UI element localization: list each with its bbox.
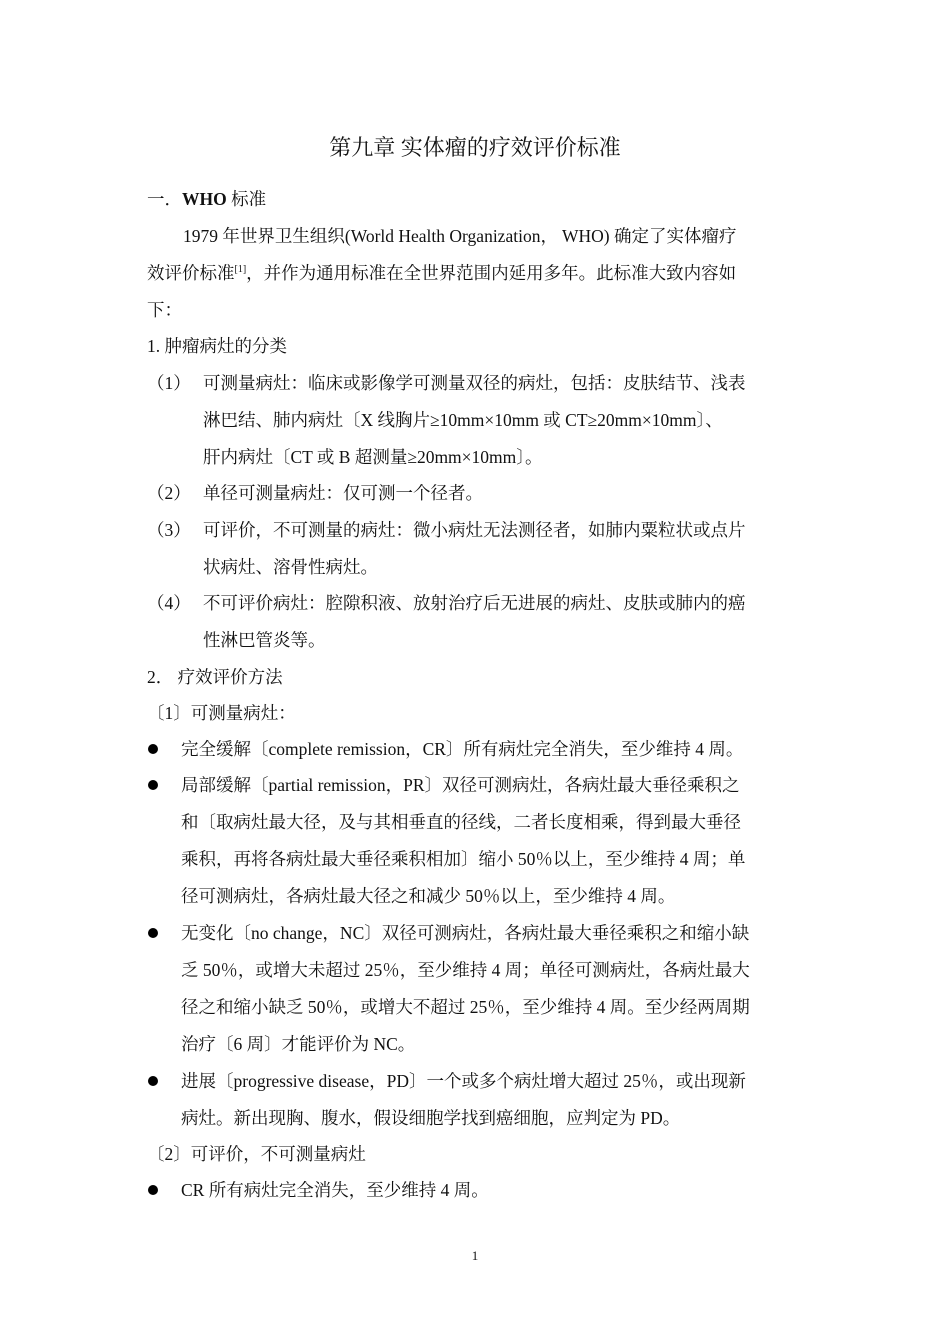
item-text: 单径可测量病灶：仅可测一个径者。 (203, 483, 483, 503)
bullet-text: 完全缓解〔complete remission，CR〕所有病灶完全消失，至少维持 4 周。 (181, 739, 744, 759)
intro-line-3: 下： (147, 300, 182, 320)
item-text: 淋巴结、肺内病灶〔X 线胸片≥10mm×10mm 或 CT≥20mm×10mm〕、 (203, 410, 723, 430)
section-bold: WHO (182, 189, 227, 209)
bullet-text: 乏 50％，或增大未超过 25％，至少维持 4 周；单径可测病灶，各病灶最大 (181, 960, 750, 980)
bullet-text: 进展〔progressive disease，PD〕一个或多个病灶增大超过 25％，或出现新 (181, 1071, 746, 1091)
bullet-text: 无变化〔no change，NC〕双径可测病灶，各病灶最大垂径乘积之和缩小缺 (181, 923, 750, 943)
bullet-text: 径之和缩小缺乏 50％，或增大不超过 25％，至少维持 4 周。至少经两周期 (181, 997, 750, 1017)
item-text: 不可评价病灶：腔隙积液、放射治疗后无进展的病灶、皮肤或肺内的癌 (203, 593, 746, 613)
chapter-title: 第九章 实体瘤的疗效评价标准 (329, 135, 621, 160)
item-number: （2） (147, 483, 191, 503)
bullet-text: 和〔取病灶最大径，及与其相垂直的径线，二者长度相乘，得到最大垂径 (181, 812, 741, 832)
bullet-text: 治疗〔6 周〕才能评价为 NC。 (181, 1034, 416, 1054)
bullet-icon (148, 928, 158, 938)
bullet-text: 乘积，再将各病灶最大垂径乘积相加〕缩小 50％以上，至少维持 4 周；单 (181, 849, 746, 869)
item-text: 肝内病灶〔CT 或 B 超测量≥20mm×10mm〕。 (203, 447, 543, 467)
citation-ref: [1] (234, 264, 247, 276)
item-number: （4） (147, 593, 191, 613)
page-number: 1 (471, 1248, 479, 1263)
section-heading-who (147, 187, 266, 211)
intro-line-2-rest: ，并作为通用标准在全世界范围内延用多年。此标准大致内容如 (246, 263, 737, 283)
intro-line-1: 1979 年世界卫生组织(World Health Organization， WHO) 确定了实体瘤疗 (183, 226, 737, 246)
bullet-icon (148, 780, 158, 790)
bullet-text: 径可测病灶，各病灶最大径之和减少 50％以上，至少维持 4 周。 (181, 886, 676, 906)
bullet-text: 病灶。新出现胸、腹水，假设细胞学找到癌细胞，应判定为 PD。 (181, 1108, 681, 1128)
item-number: （3） (147, 520, 191, 540)
bullet-text: 局部缓解〔partial remission，PR〕双径可测病灶，各病灶最大垂径乘积之 (181, 775, 740, 795)
bullet-icon (148, 1076, 158, 1086)
item-text: 状病灶、溶骨性病灶。 (203, 557, 378, 577)
item-text: 可评价，不可测量的病灶：微小病灶无法测径者，如肺内粟粒状或点片 (203, 520, 746, 540)
item-number: （1） (147, 373, 191, 393)
subsection-heading-methods: 2． 疗效评价方法 (147, 667, 283, 687)
intro-line-2-text: 效评价标准 (147, 263, 235, 283)
item-text: 性淋巴管炎等。 (203, 630, 326, 650)
bullet-icon (148, 744, 158, 754)
bullet-text: CR 所有病灶完全消失，至少维持 4 周。 (181, 1180, 489, 1200)
section-prefix: 一． (147, 189, 182, 209)
section-suffix: 标准 (226, 189, 267, 209)
intro-line-2 (147, 261, 736, 285)
part-heading-measurable: 〔1〕可测量病灶： (147, 703, 296, 723)
item-text: 可测量病灶：临床或影像学可测量双径的病灶，包括：皮肤结节、浅表 (203, 373, 746, 393)
bullet-icon (148, 1185, 158, 1195)
subsection-heading-classification: 1. 肿瘤病灶的分类 (147, 336, 287, 356)
part-heading-evaluable: 〔2〕可评价，不可测量病灶 (147, 1144, 366, 1164)
